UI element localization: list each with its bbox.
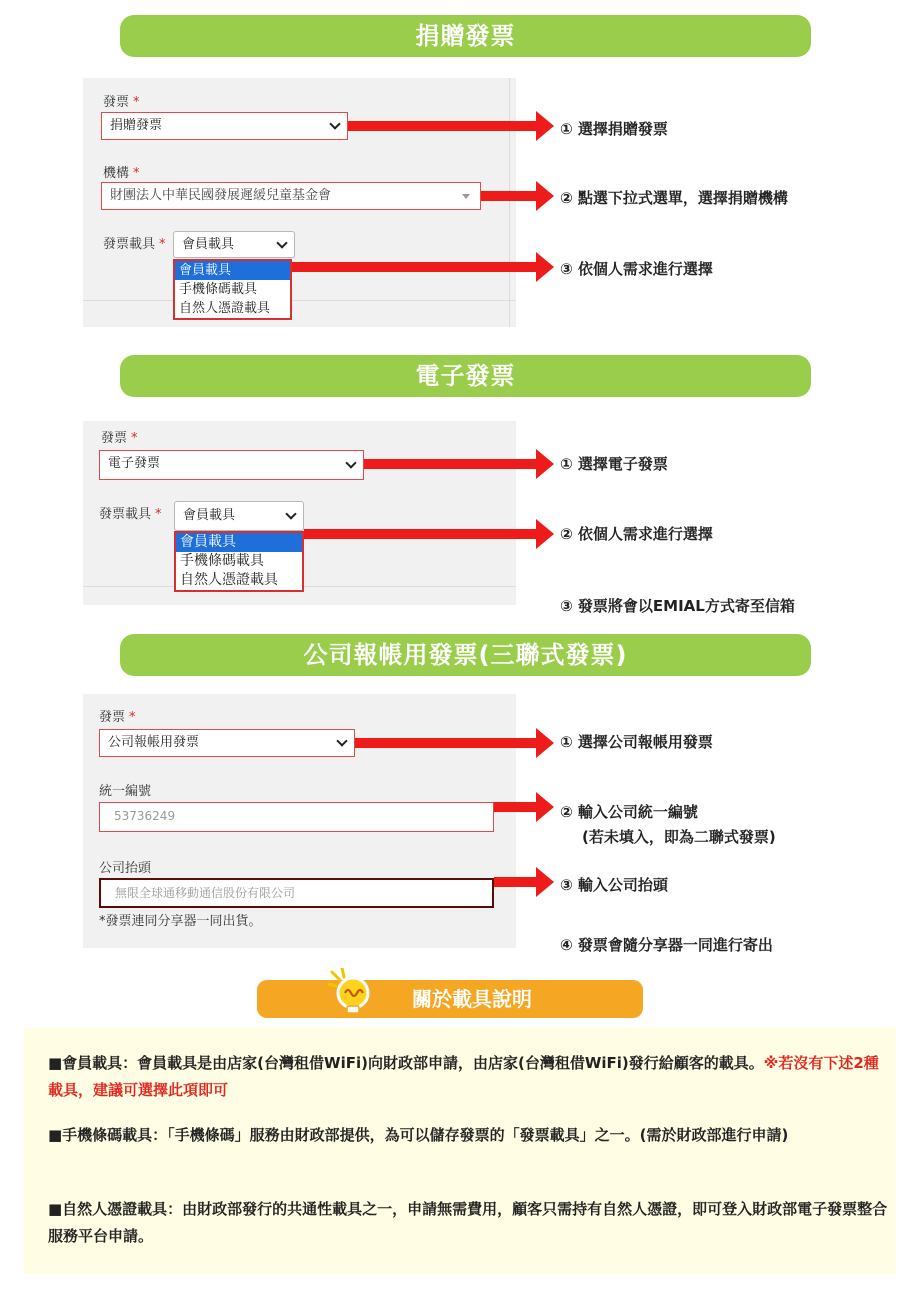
step-note: ① 選擇電子發票 bbox=[560, 455, 668, 473]
invoice-label: 發票 * bbox=[103, 95, 140, 110]
carrier-option[interactable]: 會員載具 bbox=[176, 533, 302, 552]
company-title-label: 公司抬頭 bbox=[99, 861, 152, 876]
member-carrier-text: ■會員載具：會員載具是由店家(台灣租借WiFi)向財政部申請，由店家(台灣租借WiFi)發行給顧客的載具。※若沒有下述2種載具，建議可選擇此項即可 bbox=[48, 1054, 879, 1099]
step-note: ② 輸入公司統一編號 bbox=[560, 803, 698, 821]
carrier-label: 發票載具 * bbox=[99, 507, 162, 522]
carrier-option[interactable]: 自然人憑證載具 bbox=[180, 572, 278, 588]
invoice-label: 發票 * bbox=[101, 431, 138, 446]
carrier-select[interactable]: 會員載具 bbox=[174, 501, 304, 531]
invoice-label: 發票 * bbox=[99, 710, 136, 725]
e-invoice-banner: 電子發票 bbox=[120, 355, 811, 397]
carrier-select[interactable]: 會員載具 bbox=[173, 231, 295, 258]
caret-down-icon bbox=[462, 194, 470, 199]
donation-org-select[interactable]: 財團法人中華民國發展遲緩兒童基金會 bbox=[101, 182, 481, 210]
chevron-down-icon bbox=[329, 118, 340, 129]
carrier-dropdown bbox=[173, 259, 292, 320]
carrier-info-title: 關於載具說明 bbox=[257, 980, 643, 1018]
pointer-arrow bbox=[364, 449, 554, 479]
step-note: ① 選擇公司報帳用發票 bbox=[560, 733, 713, 751]
pointer-arrow bbox=[355, 728, 554, 758]
org-label: 機構 * bbox=[103, 166, 140, 181]
step-note: ④ 發票會隨分享器一同進行寄出 bbox=[560, 936, 773, 954]
carrier-label: 發票載具 * bbox=[103, 237, 166, 252]
tax-id-input[interactable]: 53736249 bbox=[99, 802, 494, 832]
invoice-type-select[interactable]: 公司報帳用發票 bbox=[99, 729, 355, 757]
carrier-option[interactable]: 會員載具 bbox=[175, 261, 290, 280]
invoice-type-select[interactable]: 捐贈發票 bbox=[101, 112, 348, 140]
step-note: ① 選擇捐贈發票 bbox=[560, 120, 668, 138]
pointer-arrow bbox=[481, 181, 554, 211]
pointer-arrow bbox=[494, 792, 554, 822]
company-invoice-banner: 公司報帳用發票(三聯式發票) bbox=[120, 634, 811, 676]
step-note: ③ 依個人需求進行選擇 bbox=[560, 260, 713, 278]
footnote: *發票連同分享器一同出貨。 bbox=[99, 914, 262, 929]
pointer-arrow bbox=[348, 111, 554, 141]
company-title-input[interactable]: 無限全球通移動通信股份有限公司 bbox=[99, 878, 494, 908]
carrier-option[interactable]: 手機條碼載具 bbox=[180, 553, 264, 569]
step-note: ② 依個人需求進行選擇 bbox=[560, 525, 713, 543]
step-note: ③ 發票將會以EMIAL方式寄至信箱 bbox=[560, 597, 795, 615]
carrier-dropdown bbox=[174, 531, 304, 592]
tax-id-label: 統一編號 bbox=[99, 784, 152, 799]
citizen-carrier-text: ■自然人憑證載具：由財政部發行的共通性載具之一，申請無需費用，顧客只需持有自然人憑證，即可登入財政部電子發票整合服務平台申請。 bbox=[48, 1200, 888, 1245]
donation-invoice-banner: 捐贈發票 bbox=[120, 15, 811, 57]
chevron-down-icon bbox=[276, 237, 287, 248]
mobile-carrier-text: ■手機條碼載具：「手機條碼」服務由財政部提供，為可以儲存發票的「發票載具」之一。(需於財政部進行申請) bbox=[48, 1126, 789, 1144]
chevron-down-icon bbox=[285, 508, 296, 519]
chevron-down-icon bbox=[336, 735, 347, 746]
chevron-down-icon bbox=[345, 457, 356, 468]
carrier-option[interactable]: 自然人憑證載具 bbox=[179, 301, 271, 316]
step-note: ② 點選下拉式選單，選擇捐贈機構 bbox=[560, 189, 788, 207]
lightbulb-icon bbox=[328, 968, 376, 1020]
step-note-sub: (若未填入，即為二聯式發票) bbox=[582, 828, 776, 846]
pointer-arrow bbox=[292, 252, 554, 282]
pointer-arrow bbox=[494, 867, 554, 897]
carrier-info-box bbox=[24, 1028, 896, 1274]
step-note: ③ 輸入公司抬頭 bbox=[560, 876, 668, 894]
pointer-arrow bbox=[304, 519, 554, 549]
carrier-option[interactable]: 手機條碼載具 bbox=[179, 282, 258, 297]
invoice-type-select[interactable]: 電子發票 bbox=[99, 450, 364, 480]
